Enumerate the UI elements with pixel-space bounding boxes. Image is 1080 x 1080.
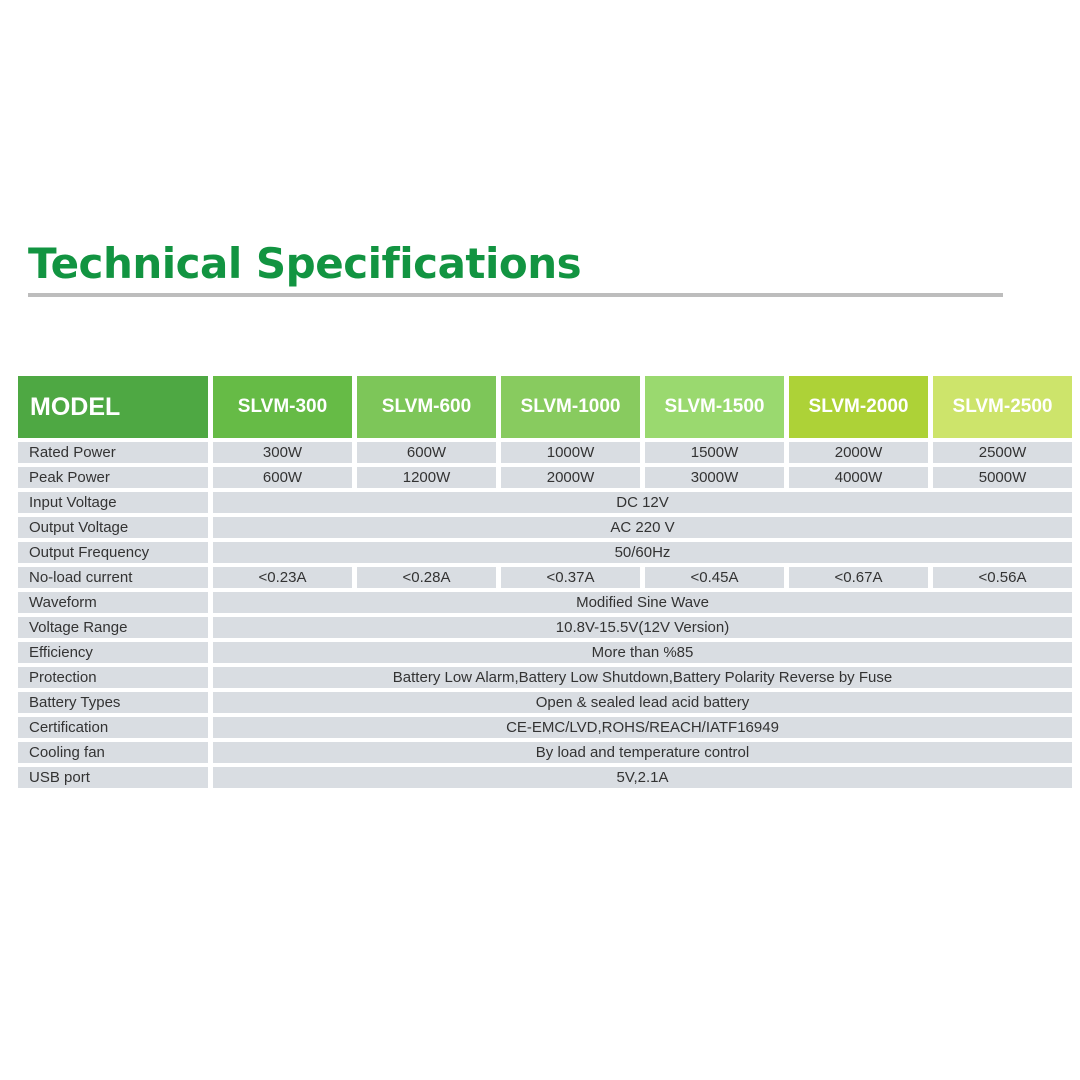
row-label-input-voltage: Input Voltage	[18, 492, 208, 513]
no-load-current-value: <0.45A	[645, 567, 784, 588]
battery-types-value: Open & sealed lead acid battery	[213, 692, 1072, 713]
row-label-battery-types: Battery Types	[18, 692, 208, 713]
no-load-current-value: <0.28A	[357, 567, 496, 588]
peak-power-value: 2000W	[501, 467, 640, 488]
rated-power-value: 600W	[357, 442, 496, 463]
page-title: Technical Specifications	[28, 239, 582, 288]
rated-power-value: 2000W	[789, 442, 928, 463]
model-header-slvm-1500: SLVM-1500	[645, 376, 784, 438]
rated-power-value: 2500W	[933, 442, 1072, 463]
rated-power-value: 1000W	[501, 442, 640, 463]
row-label-voltage-range: Voltage Range	[18, 617, 208, 638]
model-header-slvm-600: SLVM-600	[357, 376, 496, 438]
peak-power-value: 1200W	[357, 467, 496, 488]
peak-power-value: 600W	[213, 467, 352, 488]
peak-power-value: 4000W	[789, 467, 928, 488]
row-label-certification: Certification	[18, 717, 208, 738]
row-label-rated-power: Rated Power	[18, 442, 208, 463]
voltage-range-value: 10.8V-15.5V(12V Version)	[213, 617, 1072, 638]
model-header-slvm-2500: SLVM-2500	[933, 376, 1072, 438]
model-header-slvm-2000: SLVM-2000	[789, 376, 928, 438]
row-label-efficiency: Efficiency	[18, 642, 208, 663]
row-label-protection: Protection	[18, 667, 208, 688]
spec-table	[18, 376, 1072, 788]
no-load-current-value: <0.37A	[501, 567, 640, 588]
model-header-slvm-1000: SLVM-1000	[501, 376, 640, 438]
usb-port-value: 5V,2.1A	[213, 767, 1072, 788]
efficiency-value: More than %85	[213, 642, 1072, 663]
input-voltage-value: DC 12V	[213, 492, 1072, 513]
row-label-output-frequency: Output Frequency	[18, 542, 208, 563]
no-load-current-value: <0.56A	[933, 567, 1072, 588]
waveform-value: Modified Sine Wave	[213, 592, 1072, 613]
peak-power-value: 3000W	[645, 467, 784, 488]
row-label-usb-port: USB port	[18, 767, 208, 788]
model-header: MODEL	[18, 376, 208, 438]
row-label-waveform: Waveform	[18, 592, 208, 613]
output-voltage-value: AC 220 V	[213, 517, 1072, 538]
rated-power-value: 300W	[213, 442, 352, 463]
row-label-output-voltage: Output Voltage	[18, 517, 208, 538]
peak-power-value: 5000W	[933, 467, 1072, 488]
no-load-current-value: <0.23A	[213, 567, 352, 588]
row-label-no-load-current: No-load current	[18, 567, 208, 588]
protection-value: Battery Low Alarm,Battery Low Shutdown,Battery Polarity Reverse by Fuse	[213, 667, 1072, 688]
output-frequency-value: 50/60Hz	[213, 542, 1072, 563]
no-load-current-value: <0.67A	[789, 567, 928, 588]
rated-power-value: 1500W	[645, 442, 784, 463]
title-underline	[28, 293, 1003, 297]
model-header-slvm-300: SLVM-300	[213, 376, 352, 438]
cooling-fan-value: By load and temperature control	[213, 742, 1072, 763]
row-label-cooling-fan: Cooling fan	[18, 742, 208, 763]
certification-value: CE-EMC/LVD,ROHS/REACH/IATF16949	[213, 717, 1072, 738]
row-label-peak-power: Peak Power	[18, 467, 208, 488]
